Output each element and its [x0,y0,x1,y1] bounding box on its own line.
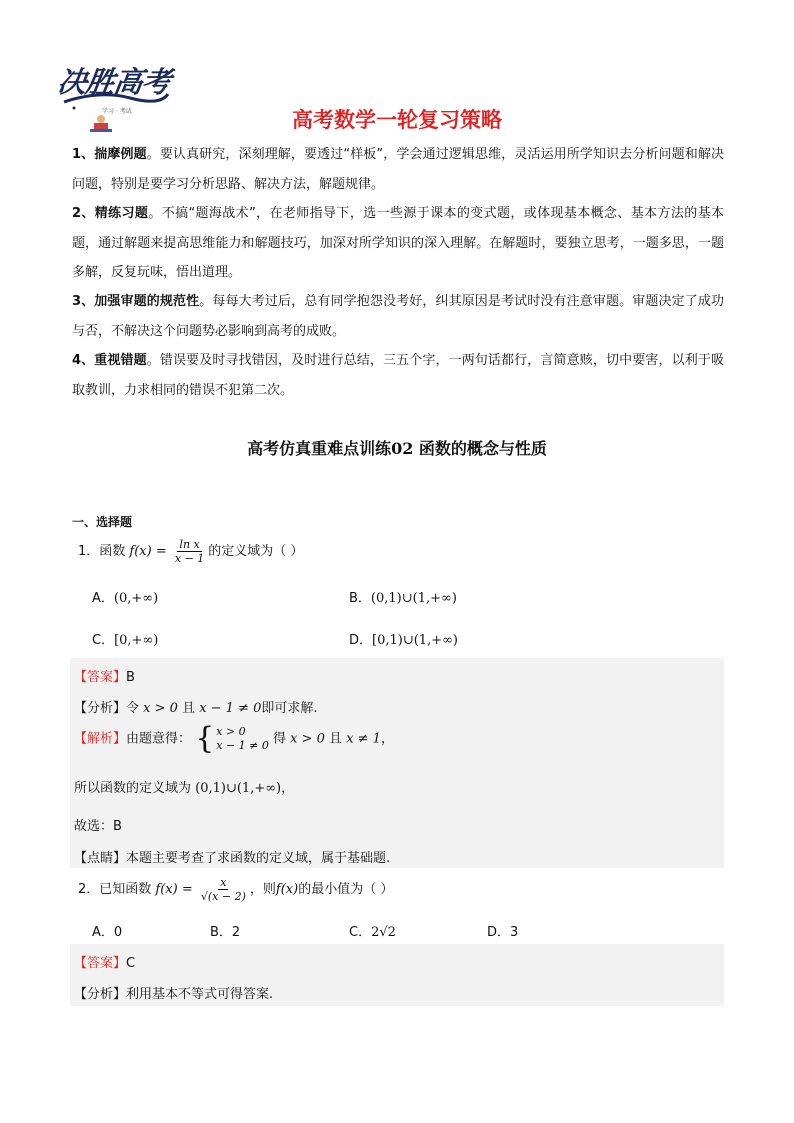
function-expression: f(x) = [155,882,193,897]
system-line: x > 0 [216,725,246,738]
comment-line [74,847,390,866]
solution-text: ， [380,731,394,747]
analysis-text: 且 [177,701,200,716]
strategy-text: 。不搞“题海战术”，在老师指导下，选一些源于课本的变式题，或体现基本概念、基本方法的基本题，通过解题来提高思维能力和解题技巧，加深对所学知识的深入理解。在解题时，要独立思考，一题多思，一题多解，反复玩味，悟出道理。 [72,206,724,280]
solution-text: 且 [324,731,347,747]
analysis-text: 即可求解. [261,701,318,716]
brace-icon: { [195,721,215,756]
strategy-text: 。每每大考过后，总有同学抱怨没考好，纠其原因是考试时没有注意审题。审题决定了成功与否，不解决这个问题势必影响到高考的成败。 [72,294,724,339]
answer-line [74,666,135,685]
strategy-paragraph [72,140,724,199]
worksheet-subtitle: 高考仿真重难点训练02 函数的概念与性质 [247,439,547,458]
math-expression: x − 1 ≠ 0 [199,701,262,716]
question-2 [78,876,393,903]
strategy-label: 3、加强审题的规范性 [72,294,200,309]
option-value: 0 [113,925,123,940]
strategy-paragraph [72,199,724,288]
option-label: C． [349,925,372,940]
equation-system [195,721,269,756]
strategy-label: 1、揣摩例题 [72,147,147,162]
option-c[interactable] [349,921,396,940]
analysis-text: 令 [126,701,144,716]
solution-line [74,721,394,756]
analysis-tag: 【分析】 [74,987,127,1002]
strategy-paragraph [72,346,724,405]
option-label: A． [92,925,114,940]
solution-text: 所以函数的定义域为 [74,781,196,796]
option-value: (0,1)∪(1,+∞) [370,591,457,606]
option-b[interactable] [210,921,240,940]
strategy-paragraph [72,287,724,346]
option-value: 3 [510,925,519,940]
solution-line-2 [74,777,294,796]
option-label: D． [487,925,511,940]
option-d[interactable] [349,629,458,648]
math-expression: (0,1)∪(1,+∞) [195,781,282,796]
strategy-text: 。错误要及时寻找错因，及时进行总结，三五个字，一两句话都行，言简意赅，切中要害，以利于吸取教训，力求相同的错误不犯第二次。 [72,353,724,398]
option-value: [0,1)∪(1,+∞) [372,633,458,648]
solution-text: 得 [268,731,291,747]
option-value: 2 [231,925,241,940]
question-suffix: 的定义域为（ ） [208,544,304,559]
choose-line: 故选：B [74,819,122,834]
answer-box [70,658,724,868]
option-label: B． [210,925,232,940]
option-a[interactable] [92,921,122,940]
option-d[interactable] [487,921,518,940]
page-title: 高考数学一轮复习策略 [292,108,502,132]
solution-tag: 【解析】 [74,731,127,747]
analysis-tag: 【分析】 [74,701,127,716]
option-value: (0,+∞) [113,591,159,606]
option-b[interactable] [349,587,457,606]
answer-tag: 【答案】 [74,670,127,685]
fraction [173,538,206,565]
logo-subtext: 学习 · 考试 [102,108,132,115]
option-label: A． [92,591,114,606]
fraction-numerator: ln x [179,538,200,551]
answer-value: C [126,956,136,971]
strategy-label: 2、精练习题 [72,206,149,221]
comment-tag: 【点睛】 [74,851,127,866]
section-heading: 一、选择题 [72,515,133,529]
fraction [199,876,248,903]
analysis-line [74,983,273,1002]
strategy-label: 4、重视错题 [72,353,147,368]
question-suffix: 的最小值为（ ） [298,882,394,897]
question-1 [78,538,303,565]
answer-value: B [126,670,135,685]
option-label: D． [349,633,373,648]
math-expression: x > 0 [143,701,178,716]
solution-text: 由题意得： [126,731,192,747]
math-expression: x ≠ 1 [346,731,381,747]
function-expression: f(x) = [129,544,167,559]
analysis-line [74,697,318,716]
option-a[interactable] [92,587,158,606]
question-prefix: 1．函数 [78,544,126,559]
solution-text: ， [281,781,295,796]
fraction-denominator: √(x − 2) [200,890,246,903]
option-value: [0,+∞) [114,633,159,648]
math-expression: x > 0 [290,731,325,747]
answer-box [70,944,724,1006]
fraction-numerator: x [220,876,227,889]
logo-text: 决胜高考 [55,65,173,99]
question-prefix: 2．已知函数 [78,882,152,897]
analysis-text: 利用基本不等式可得答案. [126,987,274,1002]
option-value: 2√2 [371,925,396,940]
function-expression: f(x) [275,882,299,897]
answer-tag: 【答案】 [74,956,127,971]
option-c[interactable] [92,629,158,648]
strategy-text: 。要认真研究，深刻理解，要透过“样板”，学会通过逻辑思维，灵活运用所学知识去分析问题和解决问题，特别是要学习分析思路、解决方法，解题规律。 [72,147,724,192]
question-text: ，则 [249,882,276,897]
comment-text: 本题主要考查了求函数的定义域，属于基础题. [126,851,391,866]
answer-line [74,952,135,971]
option-label: C． [92,633,115,648]
option-label: B． [349,591,371,606]
system-line: x − 1 ≠ 0 [216,739,269,752]
fraction-denominator: x − 1 [174,552,205,565]
